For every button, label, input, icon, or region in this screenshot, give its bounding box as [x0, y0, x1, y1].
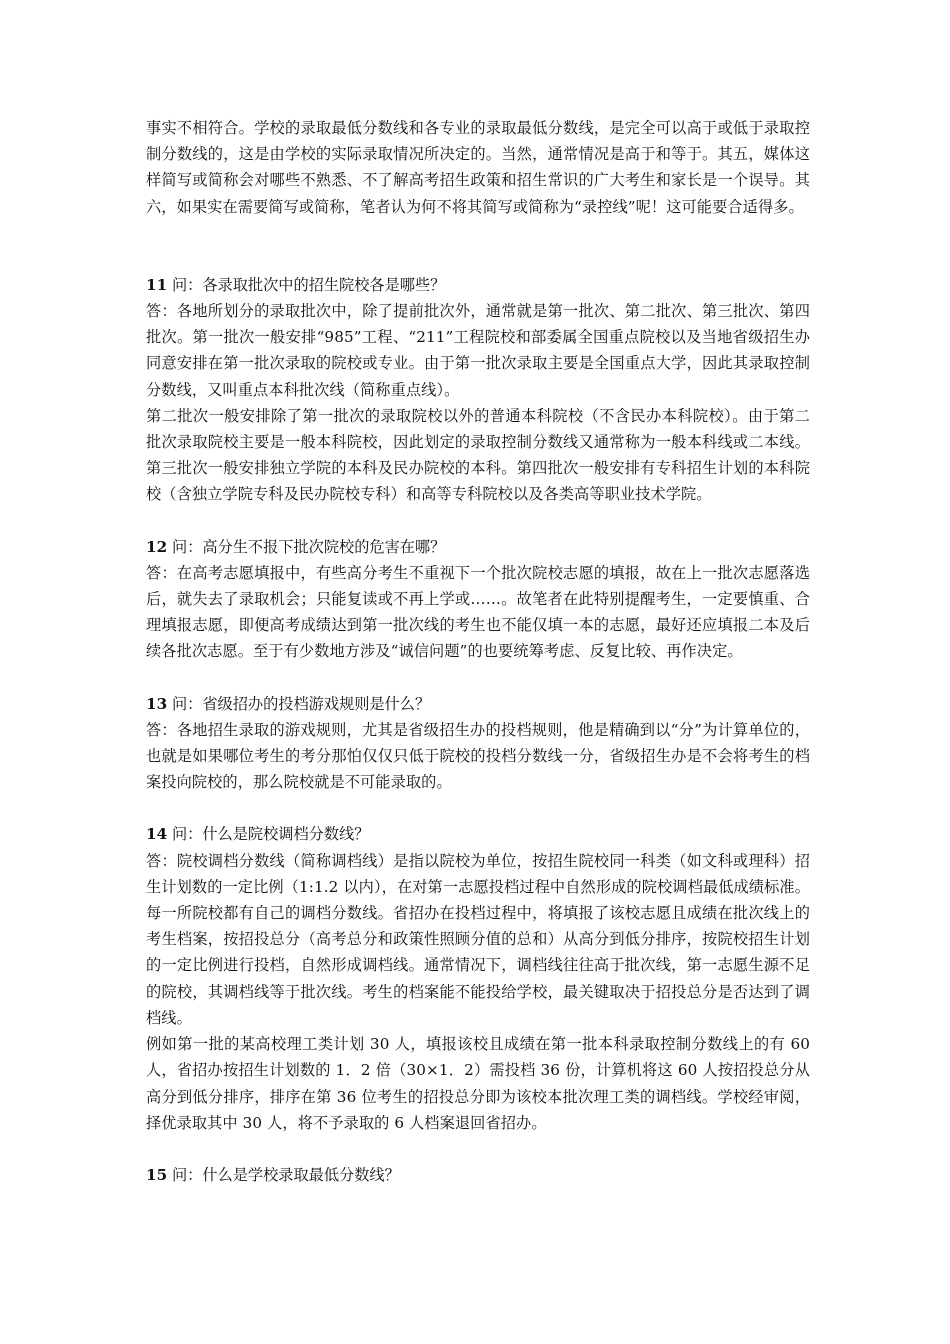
question-number: 11: [146, 275, 168, 294]
answer-paragraph: 例如第一批的某高校理工类计划 30 人，填报该校且成绩在第一批本科录取控制分数线上的有 60 人，省招办按招生计划数的 1．2 倍（30×1．2）需投档 36 份，计算机将这 60 人按招投总分从高分到低分排序，排序在第 36 位考生的招投总分即为该校本批次理工类的调档线。学校经审阅，择优录取其中 30 人，将不予录取的 6 人档案退回省招办。: [146, 1035, 810, 1132]
question-heading-12: [146, 534, 810, 560]
question-heading-15: [146, 1162, 810, 1188]
document-page: [146, 115, 810, 1188]
question-heading-11: [146, 272, 810, 298]
answer-paragraph: 答：各地所划分的录取批次中，除了提前批次外，通常就是第一批次、第二批次、第三批次、第四批次。第一批次一般安排“985”工程、“211”工程院校和部委属全国重点院校以及当地省级招生办同意安排在第一批次录取的院校或专业。由于第一批次录取主要是全国重点大学，因此其录取控制分数线，又叫重点本科批次线（简称重点线）。: [146, 302, 810, 399]
question-number: 13: [146, 694, 168, 713]
answer-paragraph: 答：在高考志愿填报中，有些高分考生不重视下一个批次院校志愿的填报，故在上一批次志愿落选后，就失去了录取机会；只能复读或不再上学或……。故笔者在此特别提醒考生，一定要慎重、合理填报志愿，即便高考成绩达到第一批次线的考生也不能仅填一本的志愿，最好还应填报二本及后续各批次志愿。至于有少数地方涉及“诚信问题”的也要统筹考虑、反复比较、再作决定。: [146, 563, 810, 661]
question-number: 15: [146, 1165, 168, 1184]
answer-paragraph: 第二批次一般安排除了第一批次的录取院校以外的普通本科院校（不含民办本科院校）。由于第二批次录取院校主要是一般本科院校，因此划定的录取控制分数线又通常称为一般本科线或二本线。第三批次一般安排独立学院的本科及民办院校的本科。第四批次一般安排有专科招生计划的本科院校（含独立学院专科及民办院校专科）和高等专科院校以及各类高等职业技术学院。: [146, 406, 810, 504]
question-text: 问：省级招办的投档游戏规则是什么？: [167, 694, 431, 713]
intro-paragraph: 事实不相符合。学校的录取最低分数线和各专业的录取最低分数线，是完全可以高于或低于录取控制分数线的，这是由学校的实际录取情况所决定的。当然，通常情况是高于和等于。其五，媒体这样简写或简称会对哪些不熟悉、不了解高考招生政策和招生常识的广大考生和家长是一个误导。其六，如果实在需要简写或简称，笔者认为何不将其简写或简称为“录控线”呢！这可能要合适得多。: [146, 119, 810, 216]
question-text: 问：各录取批次中的招生院校各是哪些？: [167, 275, 446, 294]
question-heading-14: [146, 821, 810, 847]
question-heading-13: [146, 691, 810, 717]
question-text: 问：什么是院校调档分数线？: [167, 825, 370, 844]
answer-paragraph: 答：各地招生录取的游戏规则，尤其是省级招生办的投档规则，他是精确到以“分”为计算单位的，也就是如果哪位考生的考分那怕仅仅只低于院校的投档分数线一分，省级招生办是不会将考生的档案投向院校的，那么院校就是不可能录取的。: [146, 720, 810, 792]
question-text: 问：高分生不报下批次院校的危害在哪？: [167, 537, 446, 556]
question-number: 12: [146, 537, 168, 556]
question-number: 14: [146, 825, 168, 844]
answer-paragraph: 答：院校调档分数线（简称调档线）是指以院校为单位，按招生院校同一科类（如文科或理科）招生计划数的一定比例（1:1.2 以内），在对第一志愿投档过程中自然形成的院校调档最低成绩标准。每一所院校都有自己的调档分数线。省招办在投档过程中，将填报了该校志愿且成绩在批次线上的考生档案，按招投总分（高考总分和政策性照顾分值的总和）从高分到低分排序，按院校招生计划的一定比例进行投档，自然形成调档线。通常情况下，调档线往往高于批次线，第一志愿生源不足的院校，其调档线等于批次线。考生的档案能不能投给学校，最关键取决于招投总分是否达到了调档线。: [146, 851, 810, 1027]
question-text: 问：什么是学校录取最低分数线？: [167, 1165, 400, 1184]
